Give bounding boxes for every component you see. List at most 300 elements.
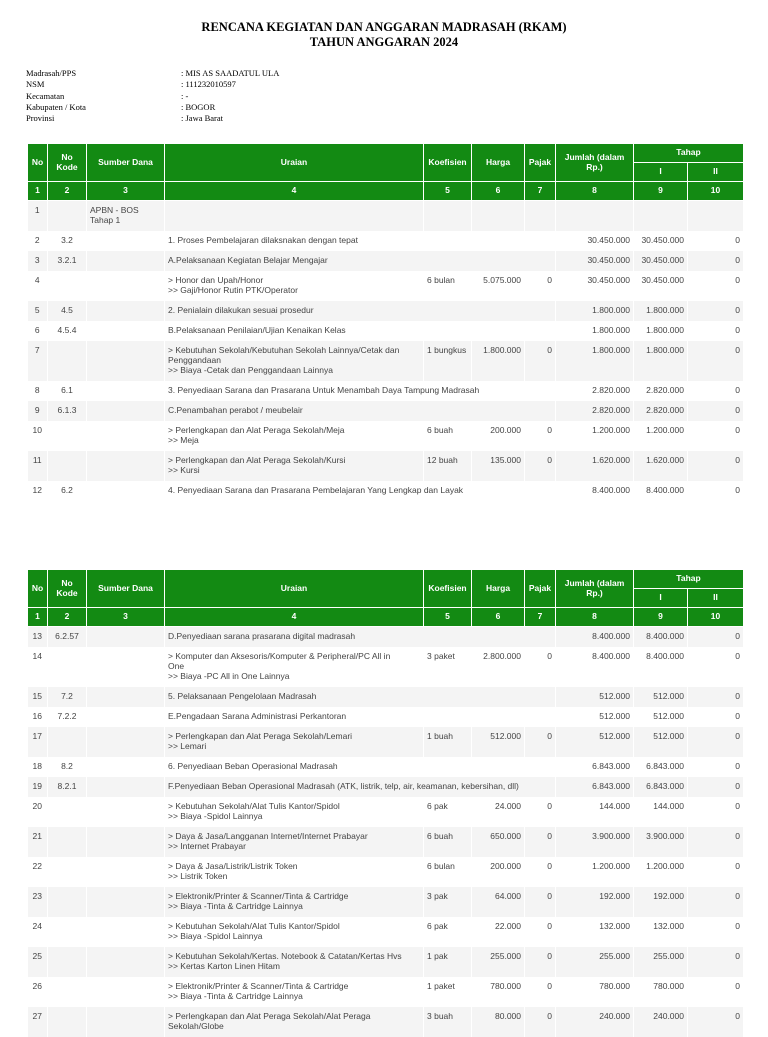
uraian-line: >> Lemari [168,740,207,751]
header-num: 7 [525,182,556,201]
cell-tahap-2: 0 [688,707,744,727]
table-row [28,201,744,231]
uraian-line: Sekolah/Globe [168,1020,224,1031]
table-row [28,977,744,1007]
cell-koefisien: 3 pak [424,887,472,917]
cell-kode: 6.2 [48,481,87,501]
cell-tahap-2 [688,201,744,231]
cell-sumber-dana [87,917,165,947]
cell-no: 26 [28,977,48,1007]
cell-kode: 3.2.1 [48,251,87,271]
cell-tahap-1: 8.400.000 [634,481,688,501]
info-value: : 111232010597 [181,79,236,90]
cell-uraian [165,271,424,301]
cell-kode: 8.2 [48,757,87,777]
budget-table-page-2 [27,569,744,1037]
uraian-line: >> Biaya -Cetak dan Penggandaan Lainnya [168,364,333,375]
cell-tahap-2: 0 [688,977,744,1007]
uraian-line: C.Penambahan perabot / meubelair [168,404,303,415]
cell-sumber-dana [87,301,165,321]
table-row [28,1007,744,1037]
cell-no: 10 [28,421,48,451]
header-num: 5 [424,608,472,627]
cell-uraian [165,777,556,797]
cell-sumber-dana [87,757,165,777]
cell-jumlah: 30.450.000 [556,271,634,301]
cell-kode [48,341,87,381]
cell-tahap-1: 30.450.000 [634,251,688,271]
cell-tahap-1: 512.000 [634,727,688,757]
cell-sumber-dana [87,687,165,707]
header-num: 2 [48,182,87,201]
header-koefisien: Koefisien [424,570,472,608]
table-row [28,947,744,977]
cell-kode [48,271,87,301]
table-row [28,451,744,481]
table-row [28,301,744,321]
header-tahap-1: I [634,163,688,182]
table-row [28,341,744,381]
cell-pajak: 0 [525,727,556,757]
cell-no: 19 [28,777,48,797]
cell-tahap-2: 0 [688,827,744,857]
uraian-line: 6. Penyediaan Beban Operasional Madrasah [168,760,338,771]
cell-no: 1 [28,201,48,231]
cell-sumber-dana [87,857,165,887]
cell-tahap-1: 240.000 [634,1007,688,1037]
header-num: 9 [634,608,688,627]
cell-kode: 6.1.3 [48,401,87,421]
cell-jumlah: 512.000 [556,727,634,757]
cell-no: 15 [28,687,48,707]
cell-sumber-dana [87,381,165,401]
cell-pajak: 0 [525,917,556,947]
uraian-line: > Kebutuhan Sekolah/Alat Tulis Kantor/Spidol [168,800,340,811]
cell-tahap-2: 0 [688,777,744,797]
uraian-line: 5. Pelaksanaan Pengelolaan Madrasah [168,690,317,701]
info-label: NSM [26,79,45,90]
header-num: 7 [525,608,556,627]
cell-tahap-1: 1.620.000 [634,451,688,481]
cell-sumber-dana [87,647,165,687]
cell-sumber-dana [87,887,165,917]
cell-uraian [165,647,424,687]
cell-no: 6 [28,321,48,341]
info-label: Madrasah/PPS [26,68,77,78]
cell-no: 18 [28,757,48,777]
cell-pajak [525,201,556,231]
info-row-kecamatan [26,91,426,102]
uraian-line: > Daya & Jasa/Listrik/Listrik Token [168,860,298,871]
uraian-line: > Elektronik/Printer & Scanner/Tinta & Cartridge [168,890,349,901]
cell-tahap-2: 0 [688,947,744,977]
cell-no: 8 [28,381,48,401]
cell-sumber-dana [87,421,165,451]
cell-pajak: 0 [525,797,556,827]
header-num: 1 [28,182,48,201]
cell-harga: 650.000 [472,827,525,857]
cell-sumber-dana [87,481,165,501]
cell-harga: 22.000 [472,917,525,947]
uraian-line: > Perlengkapan dan Alat Peraga Sekolah/Lemari [168,730,353,741]
cell-harga [472,201,525,231]
cell-uraian [165,917,424,947]
cell-pajak: 0 [525,451,556,481]
header-harga: Harga [472,570,525,608]
cell-tahap-2: 0 [688,421,744,451]
info-value: : BOGOR [181,101,216,112]
cell-pajak: 0 [525,827,556,857]
cell-jumlah: 1.800.000 [556,301,634,321]
cell-jumlah: 3.900.000 [556,827,634,857]
cell-kode: 8.2.1 [48,777,87,797]
table-row [28,857,744,887]
header-num: 8 [556,182,634,201]
cell-sumber-dana [87,947,165,977]
cell-tahap-2: 0 [688,1007,744,1037]
table-row [28,777,744,797]
cell-kode [48,797,87,827]
cell-no: 9 [28,401,48,421]
header-num: 3 [87,608,165,627]
uraian-line: > Kebutuhan Sekolah/Kebutuhan Sekolah Lainnya/Cetak dan [168,344,400,355]
cell-uraian [165,947,424,977]
info-label: Kecamatan [26,90,65,101]
cell-tahap-1: 30.450.000 [634,271,688,301]
cell-kode [48,727,87,757]
cell-koefisien: 6 pak [424,797,472,827]
cell-tahap-2: 0 [688,647,744,687]
document-subtitle: TAHUN ANGGARAN 2024 [309,35,459,49]
table-row [28,271,744,301]
cell-sumber-dana [87,451,165,481]
table-row [28,727,744,757]
cell-uraian [165,381,556,401]
table-row [28,381,744,401]
cell-koefisien: 6 bulan [424,271,472,301]
budget-table-page-1 [27,143,744,501]
cell-tahap-2: 0 [688,887,744,917]
cell-pajak: 0 [525,887,556,917]
header-num: 8 [556,608,634,627]
header-jumlah: Jumlah (dalam Rp.) [556,570,634,608]
cell-tahap-2: 0 [688,917,744,947]
cell-koefisien: 6 bulan [424,857,472,887]
table-body [28,627,744,1037]
cell-sumber-dana [87,251,165,271]
cell-koefisien: 12 buah [424,451,472,481]
info-row-madrasah [26,68,426,79]
table-row [28,917,744,947]
header-no: No [28,570,48,608]
cell-no: 7 [28,341,48,381]
cell-sumber-dana [87,231,165,251]
cell-tahap-1: 30.450.000 [634,231,688,251]
school-info [26,68,426,124]
cell-jumlah: 1.200.000 [556,421,634,451]
header-num: 1 [28,608,48,627]
cell-uraian [165,827,424,857]
cell-tahap-1: 132.000 [634,917,688,947]
cell-jumlah: 8.400.000 [556,481,634,501]
cell-tahap-2: 0 [688,251,744,271]
cell-uraian [165,321,556,341]
header-pajak: Pajak [525,570,556,608]
uraian-line: > Perlengkapan dan Alat Peraga Sekolah/Kursi [168,454,346,465]
uraian-line: >> Kursi [168,464,200,475]
cell-jumlah: 8.400.000 [556,647,634,687]
table-row [28,481,744,501]
cell-tahap-1: 1.800.000 [634,321,688,341]
header-tahap-2: II [688,589,744,608]
cell-jumlah: 132.000 [556,917,634,947]
uraian-line: >> Biaya -Tinta & Cartridge Lainnya [168,900,303,911]
cell-tahap-1: 255.000 [634,947,688,977]
header-koefisien: Koefisien [424,144,472,182]
cell-sumber-dana [87,321,165,341]
info-row-nsm [26,79,426,90]
cell-kode: 6.1 [48,381,87,401]
cell-no: 13 [28,627,48,647]
cell-kode [48,977,87,1007]
header-num: 5 [424,182,472,201]
cell-pajak: 0 [525,1007,556,1037]
cell-sumber-dana [87,1007,165,1037]
cell-jumlah [556,201,634,231]
cell-sumber-dana [87,727,165,757]
cell-no: 25 [28,947,48,977]
cell-uraian [165,301,556,321]
cell-uraian [165,341,424,381]
header-tahap-1: I [634,589,688,608]
cell-tahap-1: 2.820.000 [634,401,688,421]
cell-jumlah: 30.450.000 [556,231,634,251]
info-value: : - [181,90,189,101]
cell-koefisien: 6 buah [424,827,472,857]
cell-tahap-1: 512.000 [634,687,688,707]
sumber-dana-line: APBN - BOS [90,205,139,215]
header-pajak: Pajak [525,144,556,182]
cell-no: 27 [28,1007,48,1037]
uraian-line: >> Gaji/Honor Rutin PTK/Operator [168,284,298,295]
uraian-line: B.Pelaksanaan Penilaian/Ujian Kenaikan Kelas [168,324,346,335]
cell-harga: 2.800.000 [472,647,525,687]
uraian-line: > Kebutuhan Sekolah/Kertas. Notebook & Catatan/Kertas Hvs [168,950,402,961]
cell-sumber-dana [87,201,165,231]
header-num: 9 [634,182,688,201]
info-row-provinsi [26,113,426,124]
cell-sumber-dana [87,827,165,857]
uraian-line: E.Pengadaan Sarana Administrasi Perkantoran [168,710,347,721]
cell-uraian [165,797,424,827]
cell-uraian [165,627,556,647]
table-row [28,707,744,727]
cell-tahap-1: 8.400.000 [634,627,688,647]
header-uraian: Uraian [165,144,424,182]
cell-uraian [165,251,556,271]
cell-jumlah: 1.620.000 [556,451,634,481]
cell-kode: 3.2 [48,231,87,251]
cell-tahap-2: 0 [688,627,744,647]
cell-jumlah: 8.400.000 [556,627,634,647]
cell-jumlah: 255.000 [556,947,634,977]
cell-koefisien: 3 paket [424,647,472,687]
table-row [28,401,744,421]
cell-harga: 512.000 [472,727,525,757]
info-value: : Jawa Barat [181,113,224,124]
cell-harga: 24.000 [472,797,525,827]
cell-kode [48,647,87,687]
uraian-line: > Perlengkapan dan Alat Peraga Sekolah/Alat Peraga [168,1010,371,1021]
cell-jumlah: 780.000 [556,977,634,1007]
cell-kode: 4.5 [48,301,87,321]
cell-sumber-dana [87,341,165,381]
header-num: 4 [165,182,424,201]
header-num: 10 [688,182,744,201]
cell-uraian [165,707,556,727]
cell-pajak: 0 [525,857,556,887]
cell-sumber-dana [87,627,165,647]
cell-uraian [165,757,556,777]
header-jumlah: Jumlah (dalam Rp.) [556,144,634,182]
table-row [28,757,744,777]
uraian-line: > Daya & Jasa/Langganan Internet/Internet Prabayar [168,830,368,841]
uraian-line: > Komputer dan Aksesoris/Komputer & Peripheral/PC All in [168,650,391,661]
cell-pajak: 0 [525,647,556,687]
header-num: 3 [87,182,165,201]
uraian-line: Penggandaan [168,354,221,365]
cell-tahap-2: 0 [688,231,744,251]
cell-jumlah: 30.450.000 [556,251,634,271]
cell-pajak: 0 [525,977,556,1007]
uraian-line: > Honor dan Upah/Honor [168,274,264,285]
cell-koefisien [424,201,472,231]
uraian-line: 1. Proses Pembelajaran dilaksnakan dengan tepat [168,234,358,245]
header-num: 2 [48,608,87,627]
cell-kode [48,887,87,917]
table-row [28,627,744,647]
cell-no: 14 [28,647,48,687]
cell-no: 17 [28,727,48,757]
cell-jumlah: 1.800.000 [556,321,634,341]
cell-kode [48,947,87,977]
info-label: Provinsi [26,113,55,124]
cell-uraian [165,687,556,707]
cell-tahap-2: 0 [688,481,744,501]
cell-no: 16 [28,707,48,727]
cell-koefisien: 3 buah [424,1007,472,1037]
uraian-line: F.Penyediaan Beban Operasional Madrasah (ATK, listrik, telp, air, keamanan, kebersihan, dll) [168,780,519,791]
cell-tahap-2: 0 [688,381,744,401]
uraian-line: One [168,660,185,671]
uraian-line: >> Biaya -Spidol Lainnya [168,810,263,821]
cell-koefisien: 1 bungkus [424,341,472,381]
cell-uraian [165,727,424,757]
cell-tahap-2: 0 [688,797,744,827]
info-value: : MIS AS SAADATUL ULA [181,68,280,78]
uraian-line: >> Biaya -PC All in One Lainnya [168,670,290,681]
uraian-line: > Kebutuhan Sekolah/Alat Tulis Kantor/Spidol [168,920,340,931]
cell-harga: 200.000 [472,857,525,887]
cell-sumber-dana [87,401,165,421]
cell-tahap-1: 6.843.000 [634,757,688,777]
document-title: RENCANA KEGIATAN DAN ANGGARAN MADRASAH (RKAM) [201,20,567,34]
cell-jumlah: 512.000 [556,687,634,707]
cell-no: 3 [28,251,48,271]
cell-kode [48,201,87,231]
cell-harga: 255.000 [472,947,525,977]
header-num: 6 [472,182,525,201]
cell-uraian [165,481,556,501]
header-num: 4 [165,608,424,627]
table-row [28,887,744,917]
cell-jumlah: 6.843.000 [556,777,634,797]
info-row-kabupaten [26,102,426,113]
uraian-line: >> Listrik Token [168,870,228,881]
cell-uraian [165,201,424,231]
header-tahap-2: II [688,163,744,182]
cell-uraian [165,887,424,917]
cell-koefisien: 1 buah [424,727,472,757]
table-body [28,201,744,501]
info-label: Kabupaten / Kota [26,101,86,112]
cell-uraian [165,857,424,887]
cell-kode: 6.2.57 [48,627,87,647]
cell-harga: 1.800.000 [472,341,525,381]
cell-kode: 4.5.4 [48,321,87,341]
cell-uraian [165,1007,424,1037]
header-sumber-dana: Sumber Dana [87,570,165,608]
cell-no: 2 [28,231,48,251]
cell-jumlah: 2.820.000 [556,381,634,401]
cell-kode [48,421,87,451]
cell-tahap-2: 0 [688,401,744,421]
cell-jumlah: 192.000 [556,887,634,917]
cell-no: 24 [28,917,48,947]
cell-tahap-2: 0 [688,301,744,321]
cell-jumlah: 1.800.000 [556,341,634,381]
cell-jumlah: 512.000 [556,707,634,727]
cell-no: 21 [28,827,48,857]
cell-tahap-2: 0 [688,451,744,481]
table-row [28,251,744,271]
cell-uraian [165,231,556,251]
cell-harga: 5.075.000 [472,271,525,301]
cell-kode [48,857,87,887]
header-num: 10 [688,608,744,627]
cell-jumlah: 2.820.000 [556,401,634,421]
header-tahap: Tahap [634,144,744,163]
cell-no: 20 [28,797,48,827]
cell-tahap-1 [634,201,688,231]
cell-tahap-2: 0 [688,271,744,301]
header-no: No [28,144,48,182]
cell-no: 11 [28,451,48,481]
header-sumber-dana: Sumber Dana [87,144,165,182]
cell-tahap-1: 6.843.000 [634,777,688,797]
cell-tahap-2: 0 [688,857,744,887]
cell-sumber-dana [87,707,165,727]
cell-harga: 80.000 [472,1007,525,1037]
cell-no: 5 [28,301,48,321]
uraian-line: >> Biaya -Spidol Lainnya [168,930,263,941]
cell-jumlah: 144.000 [556,797,634,827]
cell-sumber-dana [87,797,165,827]
cell-sumber-dana [87,271,165,301]
cell-kode [48,917,87,947]
cell-jumlah: 240.000 [556,1007,634,1037]
uraian-line: > Perlengkapan dan Alat Peraga Sekolah/Meja [168,424,345,435]
